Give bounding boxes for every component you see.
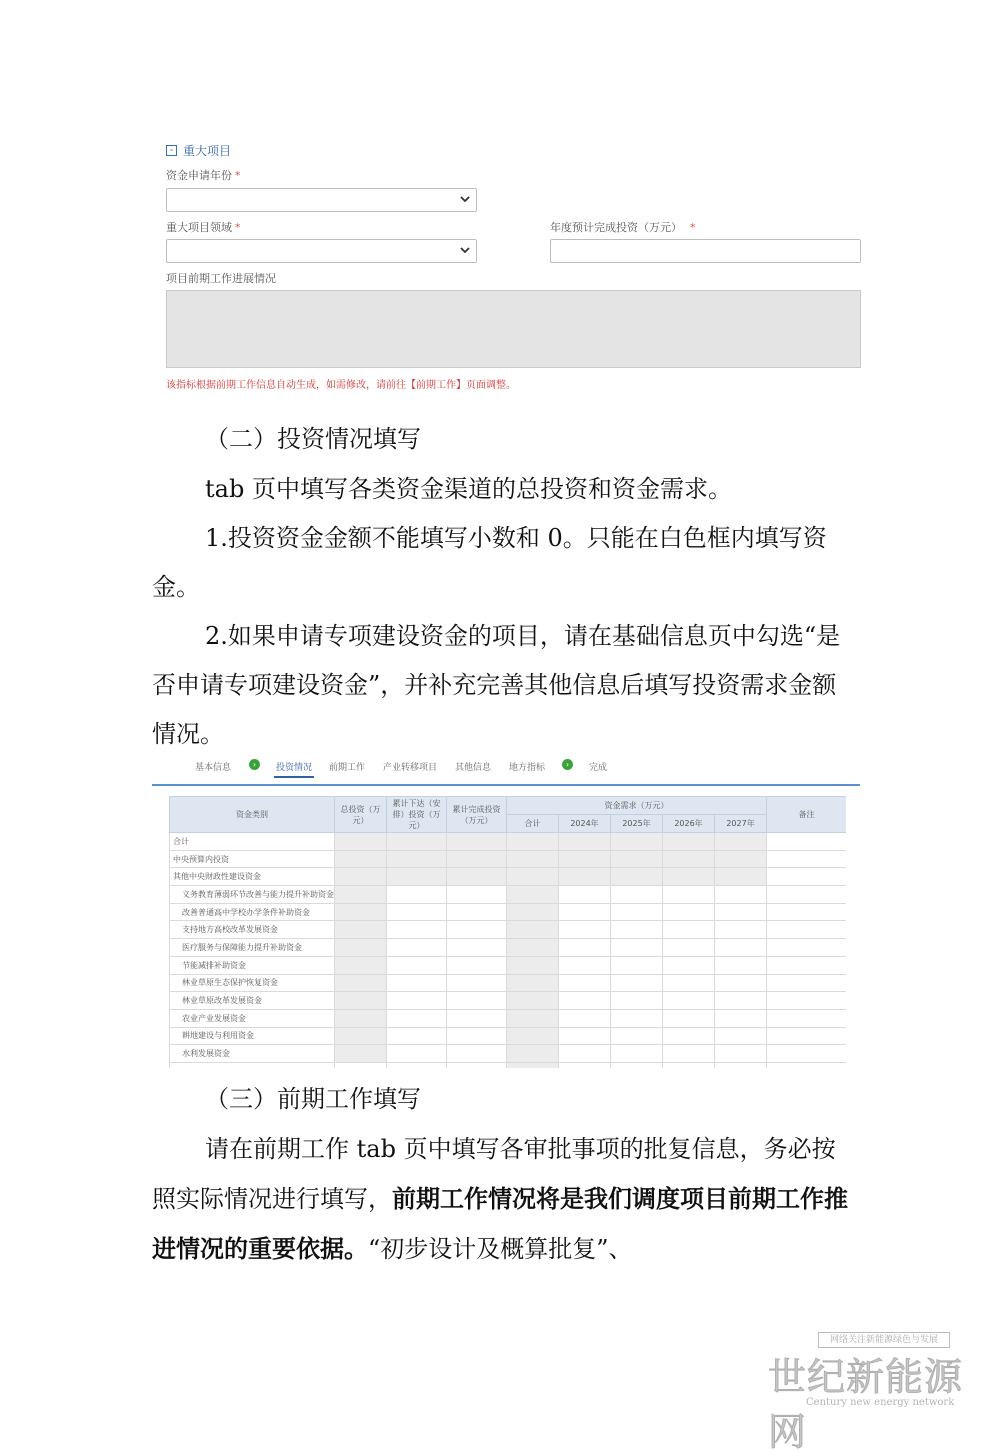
amount-cell bbox=[387, 833, 447, 851]
amount-cell[interactable] bbox=[387, 1062, 447, 1068]
header-demand: 资金需求（万元） bbox=[507, 797, 767, 815]
amount-cell[interactable] bbox=[767, 1027, 846, 1045]
row-category-name: 中央预算内投资 bbox=[170, 850, 335, 868]
required-mark: * bbox=[235, 169, 241, 182]
amount-cell[interactable] bbox=[611, 903, 663, 921]
amount-cell[interactable] bbox=[447, 939, 507, 957]
amount-cell[interactable] bbox=[447, 1062, 507, 1068]
amount-cell[interactable] bbox=[767, 1062, 846, 1068]
amount-cell bbox=[447, 850, 507, 868]
collapse-icon[interactable]: - bbox=[166, 145, 177, 156]
row-category-name: 农业产业发展资金 bbox=[170, 1009, 335, 1027]
amount-cell[interactable] bbox=[767, 992, 846, 1010]
amount-cell[interactable] bbox=[387, 1027, 447, 1045]
table-row bbox=[170, 1062, 847, 1068]
paragraph-1: tab 页中填写各类资金渠道的总投资和资金需求。 bbox=[205, 475, 732, 503]
step-arrow-icon: › bbox=[562, 759, 573, 770]
row-category-name: 改善普通高中学校办学条件补助资金 bbox=[170, 903, 335, 921]
annual-invest-label bbox=[550, 219, 696, 235]
row-category-name: 义务教育薄弱环节改善与能力提升补助资金 bbox=[170, 886, 335, 904]
amount-cell[interactable] bbox=[387, 939, 447, 957]
amount-cell bbox=[507, 921, 559, 939]
chevron-down-icon bbox=[460, 245, 470, 255]
amount-cell bbox=[559, 868, 611, 886]
amount-cell bbox=[507, 974, 559, 992]
tab-strip bbox=[152, 754, 860, 786]
amount-cell bbox=[507, 1062, 559, 1068]
table-row bbox=[170, 1027, 847, 1045]
table-row bbox=[170, 868, 847, 886]
amount-cell[interactable] bbox=[387, 974, 447, 992]
paragraph-2: 1.投资资金金额不能填写小数和 0。只能在白色框内填写资金。 bbox=[152, 524, 827, 601]
amount-cell bbox=[335, 833, 387, 851]
amount-cell[interactable] bbox=[611, 939, 663, 957]
amount-cell bbox=[715, 833, 767, 851]
amount-cell[interactable] bbox=[767, 850, 846, 868]
amount-cell[interactable] bbox=[559, 992, 611, 1010]
table-row bbox=[170, 974, 847, 992]
amount-cell[interactable] bbox=[559, 939, 611, 957]
amount-cell bbox=[715, 850, 767, 868]
amount-cell bbox=[335, 1045, 387, 1063]
table-row bbox=[170, 992, 847, 1010]
amount-cell bbox=[663, 868, 715, 886]
amount-cell bbox=[507, 1009, 559, 1027]
amount-cell[interactable] bbox=[447, 1027, 507, 1045]
amount-cell[interactable] bbox=[559, 1045, 611, 1063]
table-row bbox=[170, 903, 847, 921]
amount-cell bbox=[507, 939, 559, 957]
amount-cell[interactable] bbox=[767, 886, 846, 904]
amount-cell[interactable] bbox=[387, 1009, 447, 1027]
amount-cell bbox=[335, 868, 387, 886]
amount-cell[interactable] bbox=[387, 992, 447, 1010]
amount-cell[interactable] bbox=[767, 868, 846, 886]
amount-cell[interactable] bbox=[767, 833, 846, 851]
amount-cell[interactable] bbox=[663, 921, 715, 939]
amount-cell[interactable] bbox=[663, 974, 715, 992]
watermark-tagline: 网络关注新能源绿色与发展 bbox=[818, 1332, 950, 1348]
amount-cell[interactable] bbox=[447, 903, 507, 921]
amount-cell bbox=[507, 992, 559, 1010]
row-category-name: 医疗服务与保障能力提升补助资金 bbox=[170, 939, 335, 957]
amount-cell bbox=[663, 833, 715, 851]
amount-cell[interactable] bbox=[447, 974, 507, 992]
row-category-name: 节能减排补助资金 bbox=[170, 956, 335, 974]
amount-cell[interactable] bbox=[767, 974, 846, 992]
amount-cell bbox=[335, 956, 387, 974]
row-category-name: 林业草原生态保护恢复资金 bbox=[170, 974, 335, 992]
amount-cell[interactable] bbox=[715, 1062, 767, 1068]
amount-cell[interactable] bbox=[715, 1027, 767, 1045]
amount-cell[interactable] bbox=[447, 921, 507, 939]
paragraph-4-normal: 请在前期工作 tab 页中填写各审批事项的批复信息，务必按照实际情况进行填写， bbox=[152, 1135, 836, 1213]
amount-cell[interactable] bbox=[663, 1062, 715, 1068]
amount-cell[interactable] bbox=[715, 886, 767, 904]
amount-cell[interactable] bbox=[611, 921, 663, 939]
paragraph-4 bbox=[152, 1125, 852, 1274]
amount-cell bbox=[387, 868, 447, 886]
amount-cell[interactable] bbox=[387, 903, 447, 921]
amount-cell[interactable] bbox=[387, 886, 447, 904]
tab-other-info[interactable]: 其他信息 bbox=[455, 763, 492, 773]
amount-cell[interactable] bbox=[767, 1009, 846, 1027]
amount-cell[interactable] bbox=[335, 1062, 387, 1068]
amount-cell[interactable] bbox=[767, 921, 846, 939]
amount-cell bbox=[335, 939, 387, 957]
chevron-down-icon bbox=[460, 194, 470, 204]
amount-cell bbox=[335, 903, 387, 921]
amount-cell[interactable] bbox=[559, 903, 611, 921]
amount-cell[interactable] bbox=[715, 939, 767, 957]
row-category-name: 林业草原改革发展资金 bbox=[170, 992, 335, 1010]
amount-cell[interactable] bbox=[611, 886, 663, 904]
header-sum: 合计 bbox=[507, 815, 559, 833]
tab-finish[interactable]: 完成 bbox=[589, 763, 608, 773]
table-body bbox=[170, 833, 847, 1069]
amount-cell[interactable] bbox=[611, 1027, 663, 1045]
amount-cell[interactable] bbox=[663, 903, 715, 921]
amount-cell[interactable] bbox=[611, 956, 663, 974]
amount-cell[interactable] bbox=[387, 1045, 447, 1063]
amount-cell bbox=[447, 833, 507, 851]
amount-cell[interactable] bbox=[767, 939, 846, 957]
amount-cell[interactable] bbox=[715, 956, 767, 974]
table-row bbox=[170, 1045, 847, 1063]
amount-cell[interactable] bbox=[715, 992, 767, 1010]
paragraph-3: 2.如果申请专项建设资金的项目，请在基础信息页中勾选“是否申请专项建设资金”，并补充完善其他信息后填写投资需求金额情况。 bbox=[152, 622, 841, 748]
amount-cell bbox=[559, 850, 611, 868]
header-2025: 2025年 bbox=[611, 815, 663, 833]
amount-cell[interactable] bbox=[447, 956, 507, 974]
amount-cell[interactable] bbox=[663, 1027, 715, 1045]
amount-cell[interactable] bbox=[611, 1009, 663, 1027]
amount-cell[interactable] bbox=[559, 1062, 611, 1068]
amount-cell[interactable] bbox=[663, 956, 715, 974]
table-row bbox=[170, 956, 847, 974]
progress-label: 项目前期工作进展情况 bbox=[166, 272, 276, 285]
amount-cell bbox=[447, 868, 507, 886]
amount-cell[interactable] bbox=[387, 921, 447, 939]
fieldset-title: 重大项目 bbox=[183, 144, 232, 158]
amount-cell[interactable] bbox=[447, 1045, 507, 1063]
major-field-label bbox=[166, 219, 241, 235]
row-category-name: 支持地方高校改革发展资金 bbox=[170, 921, 335, 939]
table-row bbox=[170, 850, 847, 868]
amount-cell bbox=[507, 850, 559, 868]
row-category-name bbox=[170, 1062, 335, 1068]
amount-cell[interactable] bbox=[447, 992, 507, 1010]
tab-basic-info[interactable]: 基本信息 bbox=[195, 763, 232, 773]
amount-cell[interactable] bbox=[715, 1009, 767, 1027]
table-row bbox=[170, 1009, 847, 1027]
amount-cell bbox=[335, 1009, 387, 1027]
amount-cell[interactable] bbox=[715, 974, 767, 992]
amount-cell[interactable] bbox=[559, 886, 611, 904]
required-mark: * bbox=[690, 221, 696, 234]
amount-cell[interactable] bbox=[559, 921, 611, 939]
row-category-name: 其他中央财政性建设资金 bbox=[170, 868, 335, 886]
amount-cell[interactable] bbox=[715, 1045, 767, 1063]
header-cumulative-issued: 累计下达（安排）投资（万元） bbox=[387, 797, 447, 833]
amount-cell[interactable] bbox=[559, 956, 611, 974]
header-2024: 2024年 bbox=[559, 815, 611, 833]
header-cumulative-done: 累计完成投资（万元） bbox=[447, 797, 507, 833]
amount-cell bbox=[715, 868, 767, 886]
amount-cell bbox=[335, 992, 387, 1010]
amount-cell[interactable] bbox=[611, 992, 663, 1010]
amount-cell[interactable] bbox=[447, 1009, 507, 1027]
row-category-name: 耕地建设与利用资金 bbox=[170, 1027, 335, 1045]
tab-industry-transfer[interactable]: 产业转移项目 bbox=[383, 763, 438, 773]
row-category-name: 合计 bbox=[170, 833, 335, 851]
amount-cell bbox=[663, 850, 715, 868]
amount-cell bbox=[335, 921, 387, 939]
amount-cell[interactable] bbox=[663, 1045, 715, 1063]
watermark-logo-text: 世纪新能源网 bbox=[768, 1355, 964, 1454]
table-row bbox=[170, 833, 847, 851]
tab-preliminary-work[interactable]: 前期工作 bbox=[329, 763, 366, 773]
amount-cell[interactable] bbox=[715, 903, 767, 921]
paragraph-4-bold: 前期工作情况将是我们调度项目前期工作推进情况的重要依据。 bbox=[152, 1184, 848, 1263]
amount-cell[interactable] bbox=[663, 1009, 715, 1027]
amount-cell[interactable] bbox=[559, 1009, 611, 1027]
amount-cell bbox=[507, 833, 559, 851]
table-row bbox=[170, 886, 847, 904]
watermark-english: Century new energy network bbox=[806, 1397, 955, 1408]
major-field-select[interactable] bbox=[166, 239, 477, 263]
section-heading-2: （二）投资情况填写 bbox=[205, 425, 421, 453]
amount-cell[interactable] bbox=[663, 992, 715, 1010]
amount-cell[interactable] bbox=[663, 886, 715, 904]
amount-cell[interactable] bbox=[559, 974, 611, 992]
header-2026: 2026年 bbox=[663, 815, 715, 833]
fund-year-label bbox=[166, 167, 241, 183]
tab-investment[interactable]: 投资情况 bbox=[276, 760, 312, 773]
amount-cell[interactable] bbox=[611, 1062, 663, 1068]
header-remark: 备注 bbox=[767, 797, 846, 833]
amount-cell bbox=[387, 850, 447, 868]
section-heading-3: （三）前期工作填写 bbox=[205, 1085, 421, 1113]
amount-cell bbox=[611, 850, 663, 868]
annual-invest-input[interactable] bbox=[550, 239, 861, 263]
amount-cell bbox=[611, 868, 663, 886]
fund-year-label-text: 资金申请年份 bbox=[166, 169, 232, 182]
amount-cell[interactable] bbox=[767, 956, 846, 974]
amount-cell[interactable] bbox=[611, 974, 663, 992]
amount-cell bbox=[335, 850, 387, 868]
amount-cell bbox=[559, 833, 611, 851]
amount-cell[interactable] bbox=[559, 1027, 611, 1045]
amount-cell bbox=[507, 1045, 559, 1063]
table-row bbox=[170, 939, 847, 957]
paragraph-4-tail: “初步设计及概算批复”、 bbox=[368, 1235, 633, 1263]
amount-cell bbox=[507, 868, 559, 886]
amount-cell bbox=[335, 974, 387, 992]
header-total: 总投资（万元） bbox=[335, 797, 387, 833]
amount-cell bbox=[507, 956, 559, 974]
amount-cell[interactable] bbox=[611, 1045, 663, 1063]
amount-cell bbox=[335, 886, 387, 904]
amount-cell bbox=[611, 833, 663, 851]
investment-table bbox=[169, 796, 846, 1068]
required-mark: * bbox=[235, 221, 241, 234]
row-category-name: 水利发展资金 bbox=[170, 1045, 335, 1063]
header-2027: 2027年 bbox=[715, 815, 767, 833]
amount-cell bbox=[507, 903, 559, 921]
amount-cell[interactable] bbox=[715, 921, 767, 939]
table-row bbox=[170, 921, 847, 939]
auto-generate-hint: 该指标根据前期工作信息自动生成，如需修改，请前往【前期工作】页面调整。 bbox=[166, 380, 516, 391]
amount-cell[interactable] bbox=[663, 939, 715, 957]
progress-textarea bbox=[166, 290, 861, 368]
tab-local-indicators[interactable]: 地方指标 bbox=[509, 763, 546, 773]
amount-cell[interactable] bbox=[767, 903, 846, 921]
amount-cell[interactable] bbox=[447, 886, 507, 904]
step-arrow-icon: › bbox=[249, 759, 260, 770]
amount-cell bbox=[507, 1027, 559, 1045]
investment-table-wrapper bbox=[169, 796, 846, 1068]
major-field-label-text: 重大项目领域 bbox=[166, 221, 232, 234]
amount-cell bbox=[507, 886, 559, 904]
header-category: 资金类别 bbox=[170, 797, 335, 833]
amount-cell[interactable] bbox=[767, 1045, 846, 1063]
amount-cell bbox=[335, 1027, 387, 1045]
amount-cell[interactable] bbox=[387, 956, 447, 974]
fund-year-select[interactable] bbox=[166, 188, 477, 212]
annual-invest-label-text: 年度预计完成投资（万元） bbox=[550, 221, 682, 234]
fieldset-header[interactable] bbox=[166, 142, 231, 159]
